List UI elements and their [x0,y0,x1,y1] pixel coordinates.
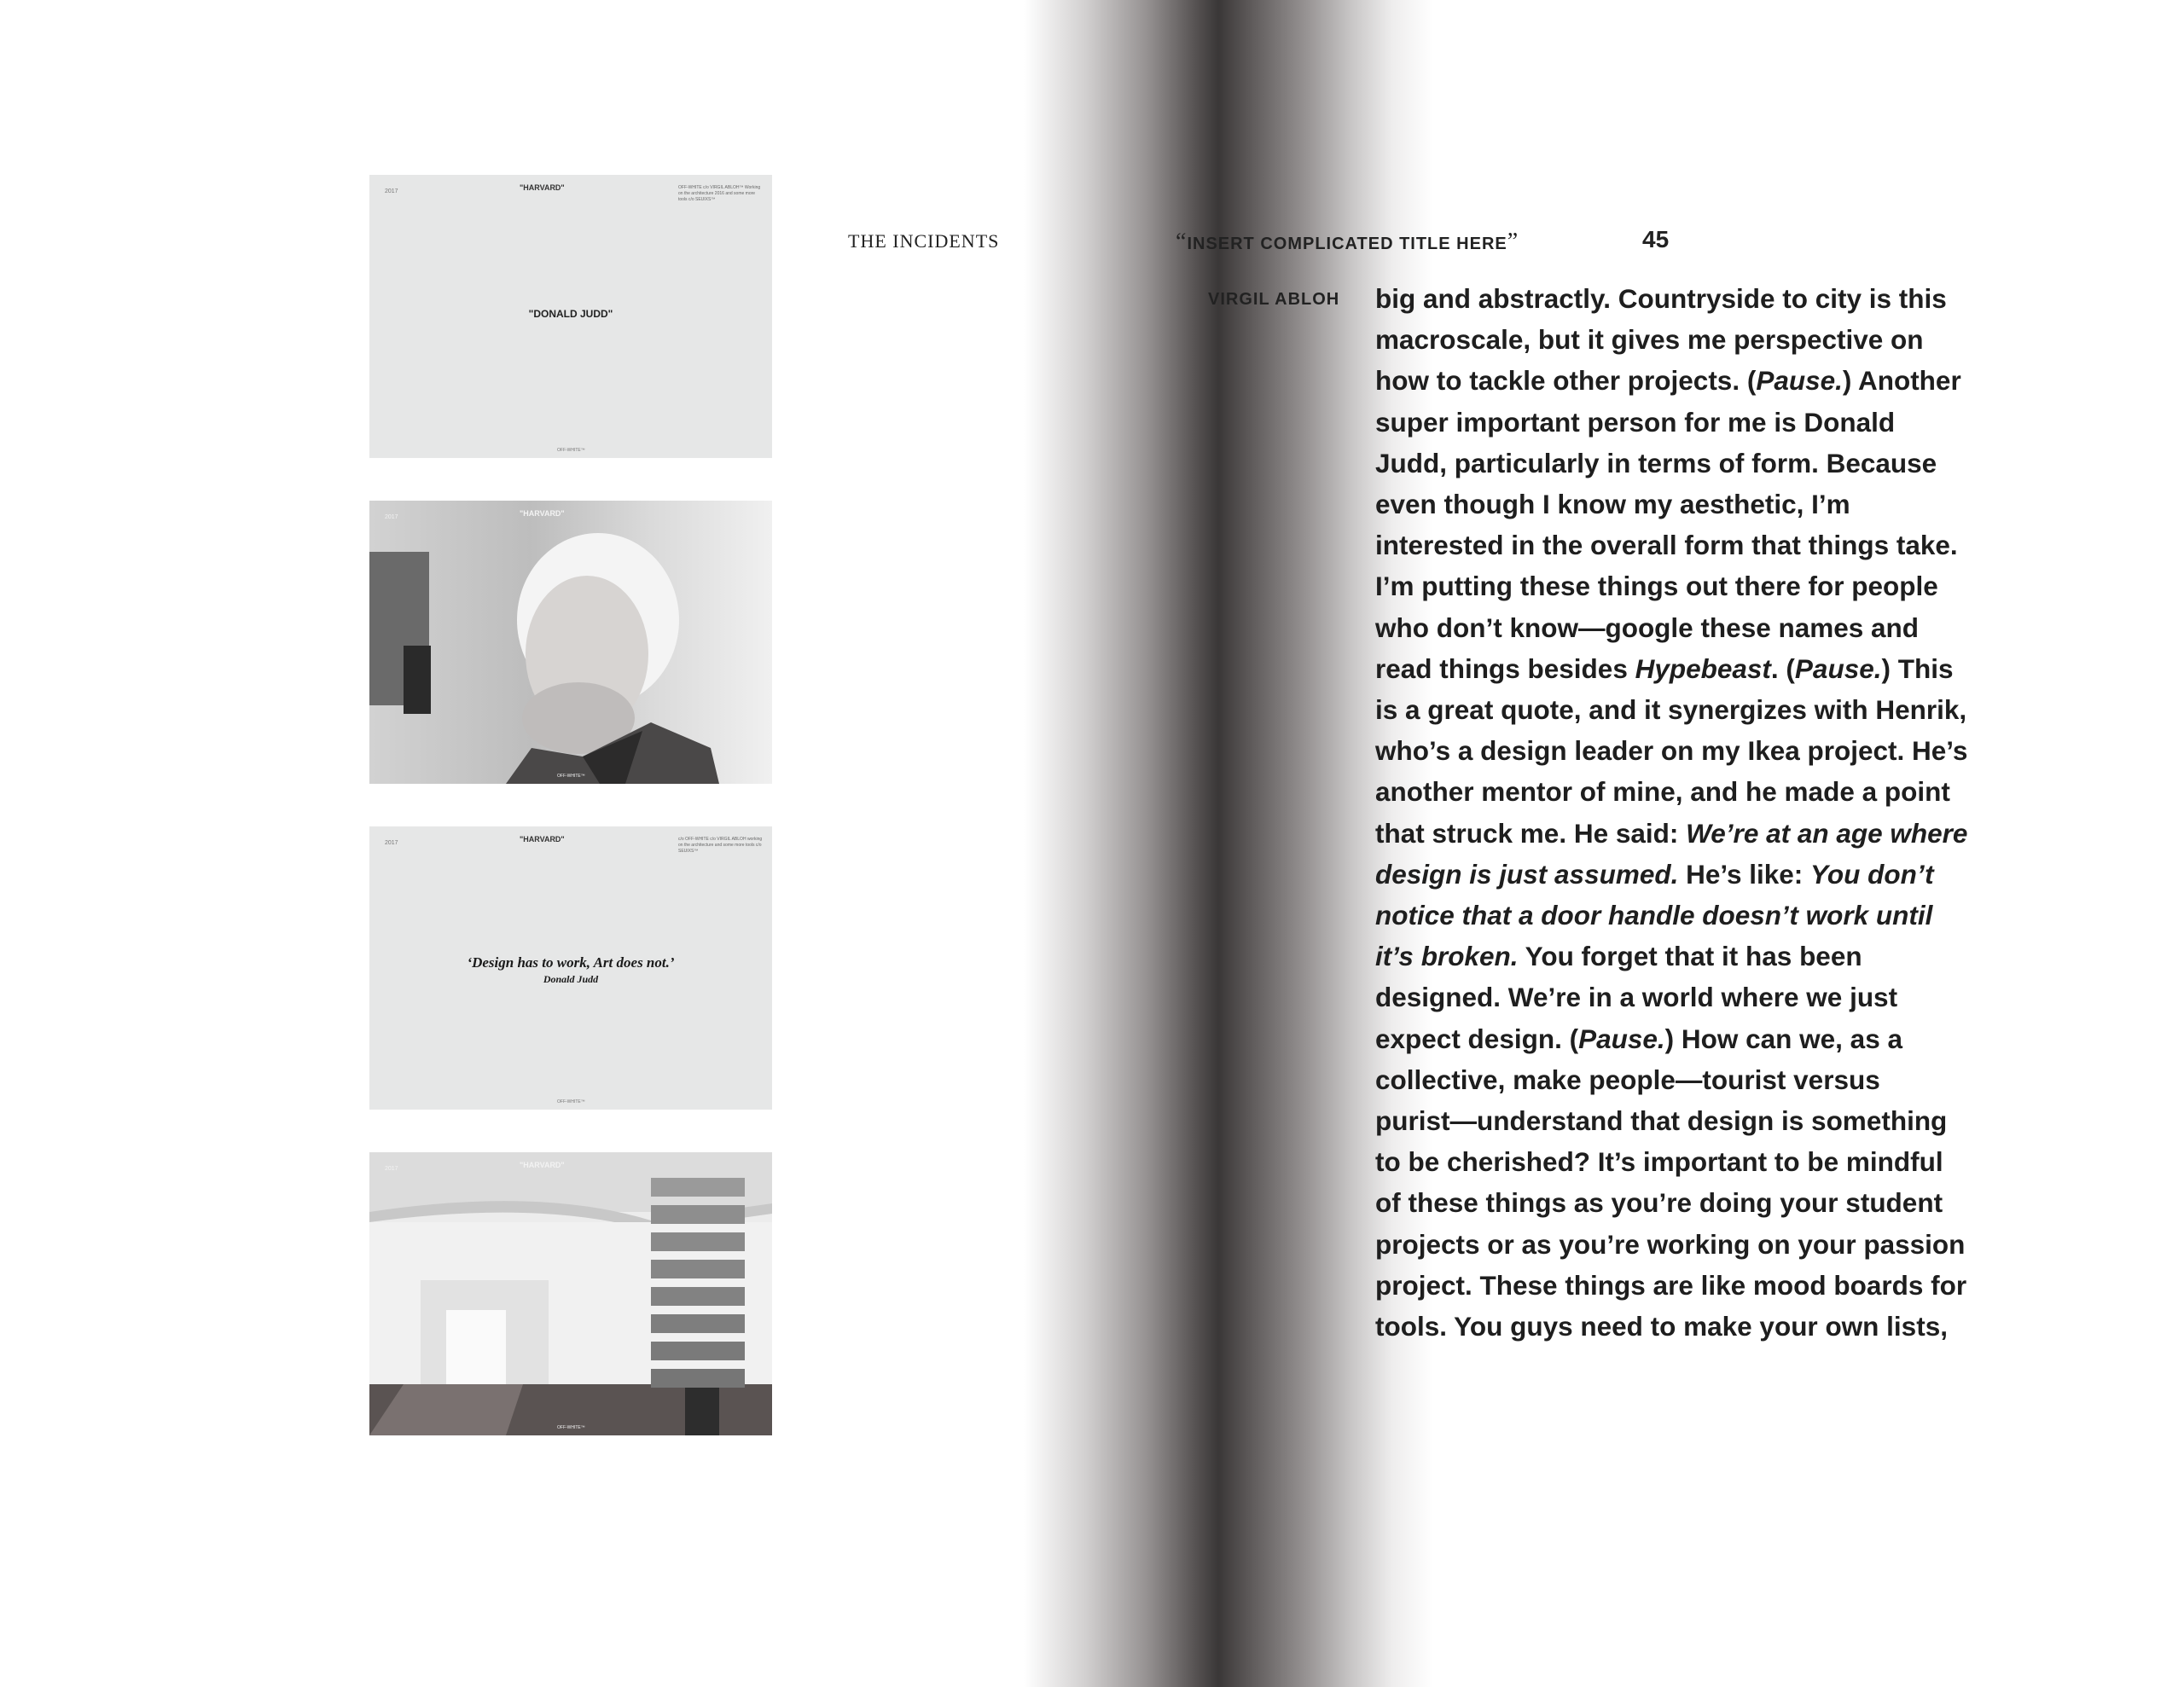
speaker-name: VIRGIL ABLOH [1208,290,1340,309]
body-line [1375,689,1998,730]
slide-year: 2017 [385,840,398,846]
body-run: designed. We’re in a world where we just [1375,982,1898,1013]
slide-meta: OFF-WHITE c/o VIRGIL ABLOH™ Working on the architecture 2016 and some more tools c/o SEUIXS™ [678,185,761,202]
body-run: how to tackle other projects. ( [1375,365,1757,397]
body-line [1375,319,1998,360]
quote-author: Donald Judd [543,973,599,985]
body-run: You forget that it has been [1518,941,1862,972]
body-line [1375,607,1998,648]
body-run: even though I know my aesthetic, I’m [1375,489,1850,520]
body-run: interested in the overall form that things take. [1375,530,1958,561]
body-run: ) Another [1842,365,1961,397]
running-header-section: THE INCIDENTS [848,230,1000,252]
body-run: ) This [1881,652,1954,684]
body-run: ) How can we, as a [1664,1023,1902,1054]
body-line [1375,1265,1998,1306]
body-italic-run: notice that a door handle doesn’t work until [1375,900,1933,931]
body-run: projects or as you’re working on your passion [1375,1228,1966,1260]
body-run: who don’t know—google these names and [1375,612,1920,643]
body-run: another mentor of mine, and he made a point [1375,776,1950,808]
body-line [1375,730,1998,771]
slide-footer: OFF-WHITE™ [557,774,585,779]
body-run: big and abstractly. Countryside to city is this [1375,283,1947,314]
body-line [1375,484,1998,525]
body-run: collective, make people—tourist versus [1375,1064,1880,1095]
body-line [1375,1224,1998,1265]
body-line [1375,565,1998,606]
body-run: He’s like: [1678,858,1811,890]
body-line [1375,525,1998,565]
body-line [1375,1018,1998,1059]
slide-footer: OFF-WHITE™ [557,1099,585,1104]
body-run: super important person for me is Donald [1375,406,1896,438]
body-line [1375,895,1998,936]
body-italic-run: Pause. [1578,1023,1665,1054]
body-line [1375,402,1998,443]
body-line [1375,977,1998,1017]
body-run: macroscale, but it gives me perspective on [1375,324,1924,356]
body-line [1375,771,1998,812]
body-run: expect design. ( [1375,1023,1579,1054]
body-italic-run: Pause. [1794,652,1882,684]
slide-portrait [369,501,772,784]
body-run: project. These things are like mood boards for [1375,1269,1967,1301]
dark-block [404,646,431,714]
body-run: of these things as you’re doing your student [1375,1187,1943,1219]
quote-block [369,954,772,986]
body-line [1375,1182,1998,1223]
title-text: INSERT COMPLICATED TITLE HERE [1187,235,1507,253]
body-line [1375,648,1998,689]
body-run: to be cherished? It’s important to be mindful [1375,1146,1943,1178]
body-run: Judd, particularly in terms of form. Because [1375,447,1937,478]
body-italic-run: We’re at an age where [1686,817,1968,849]
slide-year: 2017 [385,1166,398,1172]
quote-text: ‘Design has to work, Art does not.’ [467,954,675,971]
body-line [1375,1100,1998,1141]
body-run: read things besides [1375,652,1635,684]
slide-year: 2017 [385,514,398,520]
slide-title: "DONALD JUDD" [528,308,613,320]
slide-year: 2017 [385,188,398,194]
inner-doorway [446,1310,506,1384]
body-line [1375,854,1998,895]
body-italic-run: it’s broken. [1375,941,1519,972]
open-quote: “ [1176,229,1188,255]
slide-footer: OFF-WHITE™ [557,448,585,453]
portrait-photo [369,501,772,784]
slide-donald-judd-title [369,175,772,458]
body-line [1375,360,1998,401]
body-line [1375,278,1998,319]
body-line [1375,813,1998,854]
body-line [1375,1059,1998,1100]
slide-header: "HARVARD" [520,183,565,192]
body-run: tools. You guys need to make your own lists, [1375,1311,1948,1342]
body-italic-run: Hypebeast [1635,652,1771,684]
body-line [1375,1306,1998,1347]
slide-footer: OFF-WHITE™ [557,1425,585,1430]
body-line [1375,1141,1998,1182]
slide-meta: c/o OFF-WHITE c/o VIRGIL ABLOH working on the architecture and some more tools c/o SEUIXS™ [678,837,763,854]
slide-header: "HARVARD" [520,509,565,518]
body-run: I’m putting these things out there for people [1375,571,1938,602]
gallery-photo [369,1152,772,1435]
body-italic-run: design is just assumed. [1375,858,1679,890]
body-run: that struck me. He said: [1375,817,1687,849]
slide-quote [369,826,772,1110]
body-run: purist—understand that design is something [1375,1105,1948,1137]
body-line [1375,936,1998,977]
close-quote: ” [1507,229,1519,255]
body-italic-run: You don’t [1810,858,1934,890]
slide-header: "HARVARD" [520,1161,565,1169]
running-header-title [1176,229,1519,256]
page-number: 45 [1642,226,1670,252]
body-line [1375,443,1998,484]
slide-gallery-interior [369,1152,772,1435]
body-run: . ( [1770,652,1795,684]
body-run: is a great quote, and it synergizes with Henrik, [1375,694,1967,726]
body-run: who’s a design leader on my Ikea project. He’s [1375,735,1968,767]
body-text [1375,278,1998,1347]
body-italic-run: Pause. [1756,365,1843,397]
slide-header: "HARVARD" [520,835,565,844]
